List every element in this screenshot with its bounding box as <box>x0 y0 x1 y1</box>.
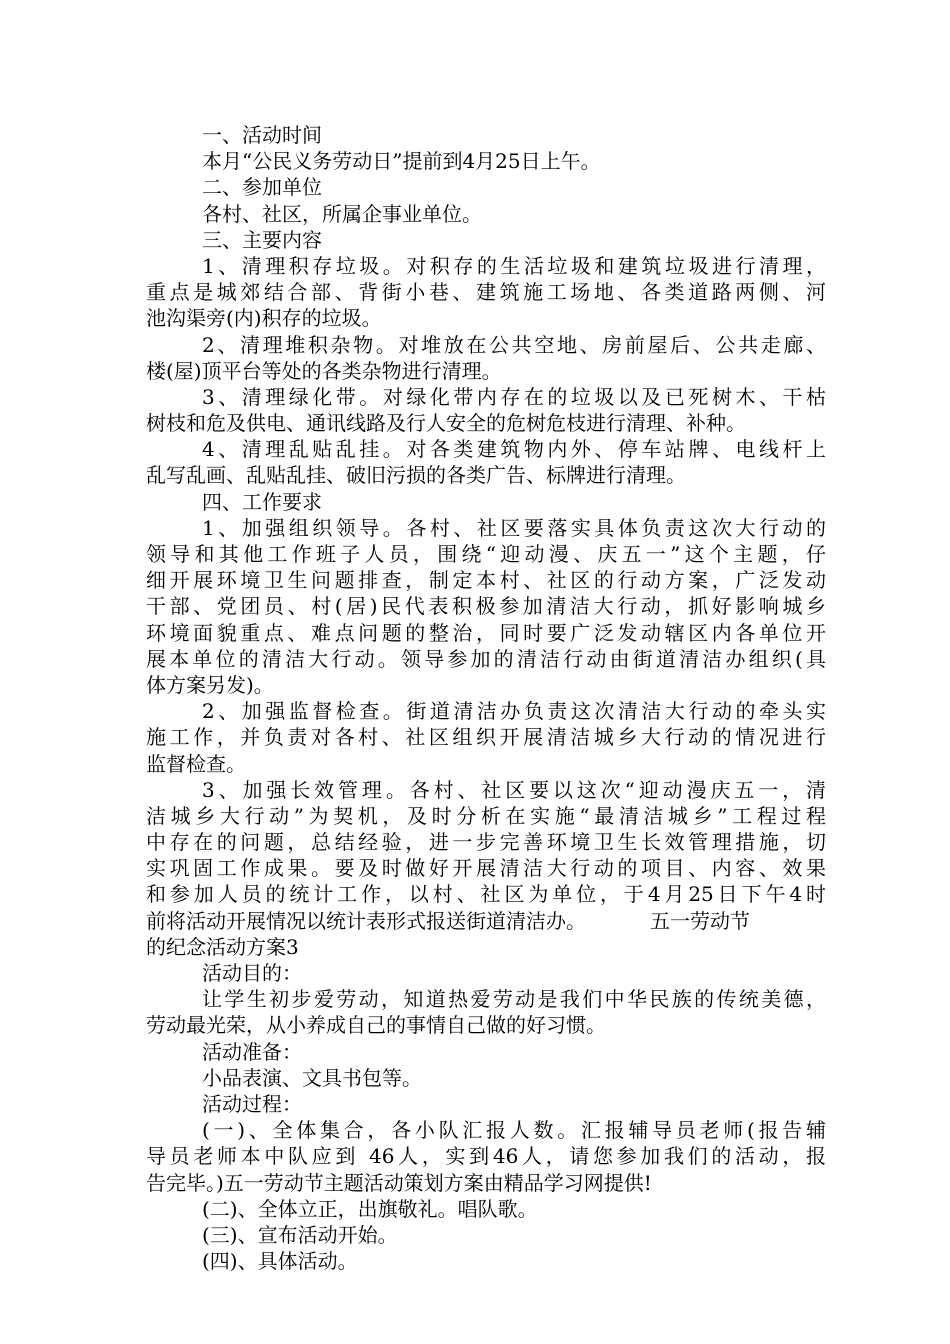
paragraph-line: 各村、社区，所属企事业单位。 <box>202 201 482 226</box>
section-title-part: 五一劳动节 <box>650 908 750 933</box>
section-title-continued: 的纪念活动方案3 <box>146 934 299 959</box>
paragraph-line: 告完毕。)五一劳动节主题活动策划方案由精品学习网提供! <box>146 1170 652 1195</box>
paragraph-line: 4、清理乱贴乱挂。对各类建筑物内外、停车站牌、电线杆上 <box>202 437 826 462</box>
paragraph-line: 本月“公民义务劳动日”提前到4月25日上午。 <box>202 149 601 174</box>
document-body <box>146 122 826 1274</box>
paragraph-line: 导员老师本中队应到 46人，实到46人，请您参加我们的活动，报 <box>146 1144 826 1169</box>
paragraph-line: 中存在的问题，总结经验，进一步完善环境卫生长效管理措施，切 <box>146 830 826 855</box>
paragraph-line: 体方案另发)。 <box>146 672 274 697</box>
paragraph-line: 领导和其他工作班子人员，围绕“迎动漫、庆五一”这个主题，仔 <box>146 542 826 566</box>
paragraph-line: (二)、全体立正，出旗敬礼。唱队歌。 <box>202 1196 538 1221</box>
paragraph-line: 楼(屋)顶平台等处的各类杂物进行清理。 <box>146 358 502 383</box>
paragraph-line: 和参加人员的统计工作，以村、社区为单位，于4月25日下午4时 <box>146 882 826 907</box>
paragraph-line: 池沟渠旁(内)积存的垃圾。 <box>146 306 382 331</box>
heading-work-requirements: 四、工作要求 <box>202 489 322 514</box>
paragraph-line: 1、清理积存垃圾。对积存的生活垃圾和建筑垃圾进行清理， <box>202 253 826 278</box>
paragraph-line: 树枝和危及供电、通讯线路及行人安全的危树危枝进行清理、补种。 <box>146 411 746 436</box>
heading-activity-process: 活动过程： <box>202 1091 302 1116</box>
paragraph-line: 实巩固工作成果。要及时做好开展清洁大行动的项目、内容、效果 <box>146 856 826 881</box>
paragraph-line: 让学生初步爱劳动，知道热爱劳动是我们中华民族的传统美德， <box>202 987 826 1012</box>
paragraph-line: 1、加强组织领导。各村、社区要落实具体负责这次大行动的 <box>202 515 826 540</box>
paragraph-line: 2、清理堆积杂物。对堆放在公共空地、房前屋后、公共走廊、 <box>202 332 826 357</box>
paragraph-line: 3、加强长效管理。各村、社区要以这次“迎动漫庆五一，清 <box>202 777 826 802</box>
paragraph-line: 3、清理绿化带。对绿化带内存在的垃圾以及已死树木、干枯 <box>202 384 826 409</box>
paragraph-line: 展本单位的清洁大行动。领导参加的清洁行动由街道清洁办组织(具 <box>146 646 826 671</box>
heading-participants: 二、参加单位 <box>202 175 322 200</box>
heading-main-content: 三、主要内容 <box>202 227 322 252</box>
paragraph-line: (四)、具体活动。 <box>202 1249 358 1274</box>
paragraph-line: 施工作，并负责对各村、社区组织开展清洁城乡大行动的情况进行 <box>146 725 826 750</box>
paragraph-line: 洁城乡大行动”为契机，及时分析在实施“最清洁城乡”工程过程 <box>146 803 826 828</box>
paragraph-line: 细开展环境卫生问题排查，制定本村、社区的行动方案，广泛发动 <box>146 568 826 593</box>
paragraph-line: 重点是城郊结合部、背街小巷、建筑施工场地、各类道路两侧、河 <box>146 280 826 305</box>
paragraph-line: (一)、全体集合，各小队汇报人数。汇报辅导员老师(报告辅 <box>202 1118 826 1143</box>
paragraph-line <box>146 908 826 934</box>
heading-activity-time: 一、活动时间 <box>202 123 322 147</box>
paragraph-text: 前将活动开展情况以统计表形式报送街道清洁办。 <box>146 908 586 933</box>
heading-activity-purpose: 活动目的： <box>202 961 302 985</box>
paragraph-line: 监督检查。 <box>146 751 246 776</box>
paragraph-line: (三)、宣布活动开始。 <box>202 1222 398 1247</box>
paragraph-line: 环境面貌重点、难点问题的整治，同时要广泛发动辖区内各单位开 <box>146 620 826 645</box>
paragraph-line: 干部、党团员、村(居)民代表积极参加清洁大行动，抓好影响城乡 <box>146 594 826 619</box>
heading-activity-preparation: 活动准备： <box>202 1039 302 1064</box>
paragraph-line: 乱写乱画、乱贴乱挂、破旧污损的各类广告、标牌进行清理。 <box>146 463 686 488</box>
paragraph-line: 小品表演、文具书包等。 <box>202 1065 422 1090</box>
paragraph-line: 2、加强监督检查。街道清洁办负责这次清洁大行动的牵头实 <box>202 699 826 724</box>
paragraph-line: 劳动最光荣，从小养成自己的事情自己做的好习惯。 <box>146 1013 606 1038</box>
